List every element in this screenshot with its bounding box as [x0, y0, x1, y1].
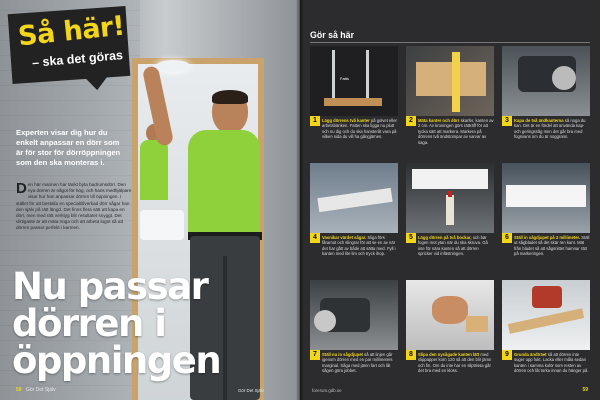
step-body: på golvet eller arbetsbänken. Fatten ska ligga nu plutt och nu dig och du ska hansteråt vara på vilken sida du vill ha gångjärnen.	[322, 118, 397, 140]
step-number: 7	[310, 350, 320, 360]
headline	[12, 265, 221, 382]
step-lead: Ställ in sågdjupet på 3 millimeter.	[514, 235, 581, 240]
wood-plank	[324, 98, 382, 106]
door-board	[506, 185, 586, 207]
door-frame-piece	[317, 188, 392, 212]
step-lead: Grunda ändträet	[514, 352, 547, 357]
step-number: 2	[406, 116, 416, 126]
door-panel	[412, 169, 488, 189]
step-lead: Kapa de två ändkanterna	[514, 118, 564, 123]
step-text	[502, 235, 590, 257]
step-5	[406, 163, 494, 274]
step-3	[502, 46, 590, 157]
step-number: 5	[406, 233, 416, 243]
step-lead: Ställ nu in sågdjupet	[322, 352, 363, 357]
mirror-reflection-body	[140, 140, 168, 200]
section-divider	[310, 42, 590, 43]
headline-line-2: dörren i	[12, 302, 166, 345]
step-body: med slippapper korn 120 så att den blir jämn och fin. Om du inte har en sliptrissa går det bra med en kloss.	[418, 352, 492, 374]
step-2	[406, 46, 494, 157]
step-body: Sliga förs fåramot och slingrar för att se en av när det har gått av både att sätta med. Fyll i kanten med lite lim och tryck ihop.	[322, 235, 396, 257]
drop-cap: D	[16, 180, 27, 197]
folding-rule	[452, 52, 460, 112]
steps-grid	[310, 46, 590, 391]
page-fold-shadow	[296, 0, 304, 400]
saw-blade	[314, 310, 336, 332]
ceiling-lamp	[156, 60, 190, 72]
right-folio	[579, 387, 588, 393]
step-9	[502, 280, 590, 391]
right-page	[300, 0, 600, 400]
glue-cap	[448, 191, 452, 197]
step-3-photo	[502, 46, 590, 116]
step-2-photo	[406, 46, 494, 116]
left-section-label: Gör Det Själv	[25, 387, 56, 393]
step-4-photo	[310, 163, 398, 233]
step-1-photo	[310, 46, 398, 116]
step-1	[310, 46, 398, 157]
step-number: 3	[502, 116, 512, 126]
sanding-block	[466, 316, 488, 332]
step-7	[310, 280, 398, 391]
step-body: så att linjen går igenom dörren med en par millimeters marginal. Såga med jämn fart och låt sågen göra jobbet.	[322, 352, 393, 374]
step-4	[310, 163, 398, 274]
clamp-rod	[332, 50, 335, 100]
headline-line-3: öppningen	[12, 339, 221, 382]
step-6	[502, 163, 590, 274]
step-number: 9	[502, 350, 512, 360]
intro-text: Experten visar dig hur du enkelt anpassar en dörr som är för stor för dörröppningen som den ska monteras i.	[16, 128, 121, 167]
left-folio	[16, 387, 56, 393]
left-page-number: 58	[16, 387, 22, 393]
clamp-rod	[366, 50, 369, 100]
worker-torso	[188, 130, 260, 240]
step-number: 8	[406, 350, 416, 360]
step-body: så att dörren inte suger upp fukt. Lacka eller måla sedan kanten i samma kulör som resten av dörren och låt torka innan du hänger på.	[514, 352, 589, 374]
right-page-number: 59	[582, 387, 588, 393]
step-7-photo	[310, 280, 398, 350]
body-text	[16, 182, 132, 232]
step-body: så noga du kan. Det är en fördel att använda kap- och geringssåg men det går bra med fogsvans om du är noggrann.	[514, 118, 586, 140]
step-6-photo	[502, 163, 590, 233]
saw-blade	[552, 66, 576, 90]
step-text	[310, 235, 398, 257]
step-text	[502, 352, 590, 374]
step-body: Ställ ut sågbladet så det skär ren kant. Mät från bladet så att sågsnittet hamnar rätt på markeringen.	[514, 235, 590, 257]
step-text	[310, 118, 398, 140]
step-text	[502, 118, 590, 140]
step-text	[406, 352, 494, 374]
step-8	[406, 280, 494, 391]
step-body: skarfer, kanten av 2 cm. Av kroningen görs rätträff för att tycka sätt att markera. Markera på dörrens två ändstompar av varvar av saga.	[418, 118, 494, 145]
sa-har-subtitle: – ska det göras	[31, 48, 124, 70]
step-number: 1	[310, 116, 320, 126]
step-lead: Vasnikar värdet sågar.	[322, 235, 367, 240]
step-9-photo	[502, 280, 590, 350]
sa-har-title: Så här!	[16, 10, 126, 53]
sa-har-tag	[10, 10, 128, 88]
worker-hair	[212, 90, 248, 104]
paint-can	[532, 286, 562, 308]
photo-label: Fatts	[340, 76, 349, 81]
step-body: och bär fogen mot ytan när du ska skruva. Gå inte för nära kanten så att dörren spricker vid infästningen.	[418, 235, 488, 257]
headline-line-1: Nu passar	[12, 265, 208, 308]
door-edge	[508, 308, 584, 334]
step-lead: Lägg dörren på två bockar,	[418, 235, 472, 240]
body-paragraph: en här mannen har tänkt byta badrumsdörr. Den nya dörren är något för hög, och hans medhjälpare visar hur han anpassar dörren till öppningen. I stället för att beställa en specialtillverkad dörr sågar han den själv på rätt längd. Det finns flera sätt att kapa en dörr, men med rätt verktyg blir resultatet snyggt. Det viktigaste är att mäta noga och att arbeta lugnt så att dörren passar perfekt i karmen.	[16, 182, 132, 231]
step-text	[406, 235, 494, 257]
step-5-photo	[406, 163, 494, 233]
step-8-photo	[406, 280, 494, 350]
left-credit: Gör Det Själv	[238, 388, 265, 393]
section-header: Gör så här	[310, 30, 355, 40]
hand	[432, 296, 468, 324]
step-number: 6	[502, 233, 512, 243]
step-text	[310, 352, 398, 374]
step-lead: Mäta kanter och dörr	[418, 118, 460, 123]
step-lead: Lägg dörrens två kanter	[322, 118, 370, 123]
sink	[140, 210, 184, 240]
step-text	[406, 118, 494, 145]
step-number: 4	[310, 233, 320, 243]
step-lead: Slipa den nysågade kanten lätt	[418, 352, 480, 357]
right-credit: forerum.gdb.se	[312, 388, 342, 393]
door-edge	[416, 62, 486, 96]
glue-bottle	[446, 195, 454, 225]
